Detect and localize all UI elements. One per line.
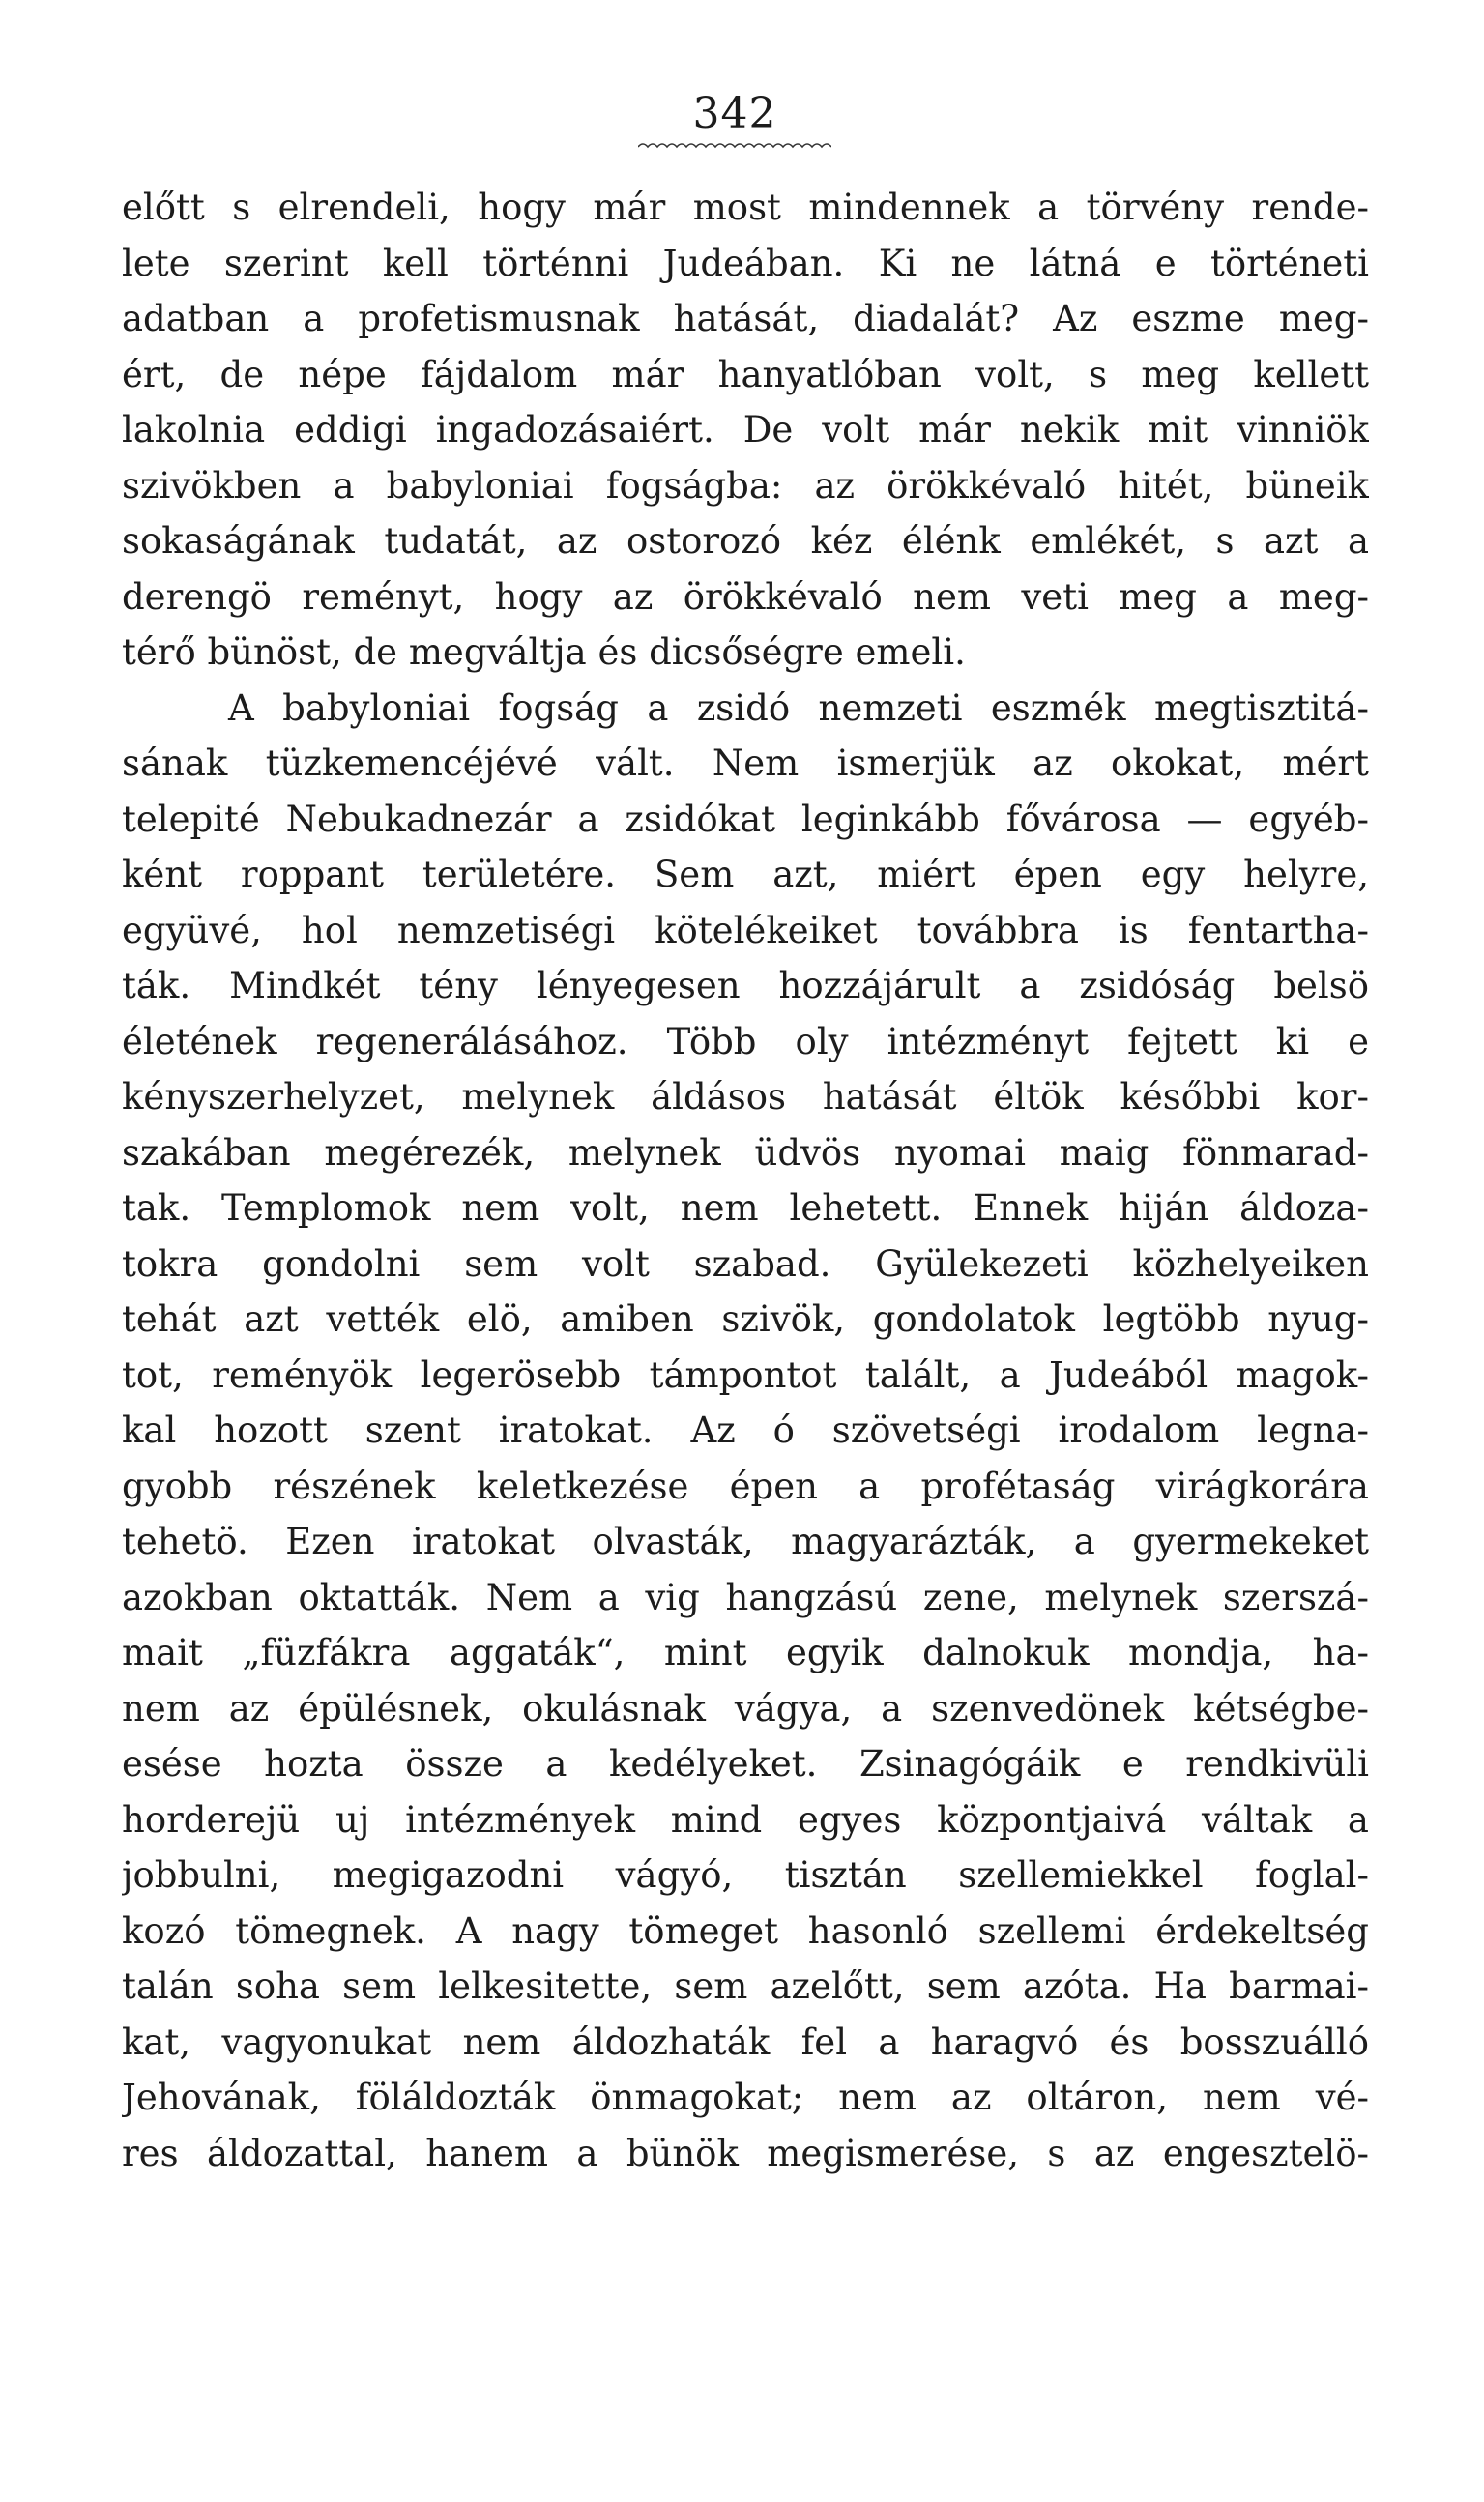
text-line: talán soha sem lelkesitette, sem azelőtt, sem azóta. Ha barmai- <box>122 1965 1369 2007</box>
text-line: tokra gondolni sem volt szabad. Gyülekezeti közhelyeiken <box>122 1242 1369 1285</box>
page-number: 342 <box>692 89 777 138</box>
text-line: kozó tömegnek. A nagy tömeget hasonló szellemi érdekeltség <box>122 1909 1369 1952</box>
text-line: életének regenerálásához. Több oly intézményt fejtett ki e <box>122 1020 1369 1062</box>
page-number-ornament <box>619 139 851 151</box>
text-line: szakában megérezék, melynek üdvös nyomai maig fönmarad- <box>122 1131 1369 1174</box>
text-line: ták. Mindkét tény lényegesen hozzájárult a zsidóság belsö <box>122 965 1369 1006</box>
text-line: lakolnia eddigi ingadozásaiért. De volt már nekik mit vinniök <box>122 409 1369 451</box>
text-line: előtt s elrendeli, hogy már most mindennek a törvény rende- <box>122 187 1369 228</box>
text-line: sokaságának tudatát, az ostorozó kéz élénk emlékét, s azt a <box>122 520 1369 562</box>
paragraph-end-line: térő bünöst, de megváltja és dicsőségre emeli. <box>122 631 966 673</box>
text-line: sának tüzkemencéjévé vált. Nem ismerjük az okokat, mért <box>122 742 1369 784</box>
text-line: esése hozta össze a kedélyeket. Zsinagógáik e rendkivüli <box>122 1743 1369 1785</box>
text-line: Jehovának, föláldozták önmagokat; nem az oltáron, nem vé- <box>122 2077 1369 2118</box>
text-line: ként roppant területére. Sem azt, miért épen egy helyre, <box>122 854 1369 895</box>
text-line: tehát azt vették elö, amiben szivök, gondolatok legtöbb nyug- <box>122 1298 1369 1340</box>
text-line: kat, vagyonukat nem áldozhaták fel a haragvó és bosszuálló <box>122 2021 1369 2063</box>
text-line: kal hozott szent iratokat. Az ó szövetségi irodalom legna- <box>122 1410 1369 1451</box>
text-line: szivökben a babyloniai fogságba: az örökkévaló hitét, büneik <box>122 464 1369 507</box>
body-text <box>122 180 1369 2181</box>
text-line: telepité Nebukadnezár a zsidókat leginkább fővárosa — egyéb- <box>122 798 1369 840</box>
text-line: tot, reményök legerösebb támpontot talált, a Judeából magok- <box>122 1353 1369 1396</box>
text-line: res áldozattal, hanem a bünök megismerése, s az engesztelö- <box>122 2132 1369 2174</box>
text-line: adatban a profetismusnak hatását, diadalát? Az eszme meg- <box>122 298 1369 339</box>
text-line: tak. Templomok nem volt, nem lehetett. Ennek hiján áldoza- <box>122 1187 1369 1229</box>
text-line: gyobb részének keletkezése épen a profétaság virágkorára <box>122 1465 1369 1507</box>
text-line: ért, de népe fájdalom már hanyatlóban volt, s meg kellett <box>122 353 1369 395</box>
text-line: együvé, hol nemzetiségi kötelékeiket továbbra is fentartha- <box>122 909 1369 951</box>
text-line: nem az épülésnek, okulásnak vágya, a szenvedönek kétségbe- <box>122 1687 1369 1730</box>
text-line: azokban oktatták. Nem a vig hangzású zene, melynek szerszá- <box>122 1576 1369 1618</box>
text-line: jobbulni, megigazodni vágyó, tisztán szellemiekkel foglal- <box>122 1854 1369 1896</box>
text-line: lete szerint kell történni Judeában. Ki ne látná e történeti <box>122 242 1369 284</box>
text-line: horderejü uj intézmények mind egyes központjaivá váltak a <box>122 1798 1369 1841</box>
text-line: tehetö. Ezen iratokat olvasták, magyarázták, a gyermekeket <box>122 1521 1369 1562</box>
text-line: kényszerhelyzet, melynek áldásos hatását éltök későbbi kor- <box>122 1076 1369 1118</box>
text-line: mait „füzfákra aggaták“, mint egyik dalnokuk mondja, ha- <box>122 1632 1369 1673</box>
text-line: derengö reményt, hogy az örökkévaló nem veti meg a meg- <box>122 575 1369 618</box>
paragraph-start-line: A babyloniai fogság a zsidó nemzeti eszmék megtisztitá- <box>228 686 1369 729</box>
